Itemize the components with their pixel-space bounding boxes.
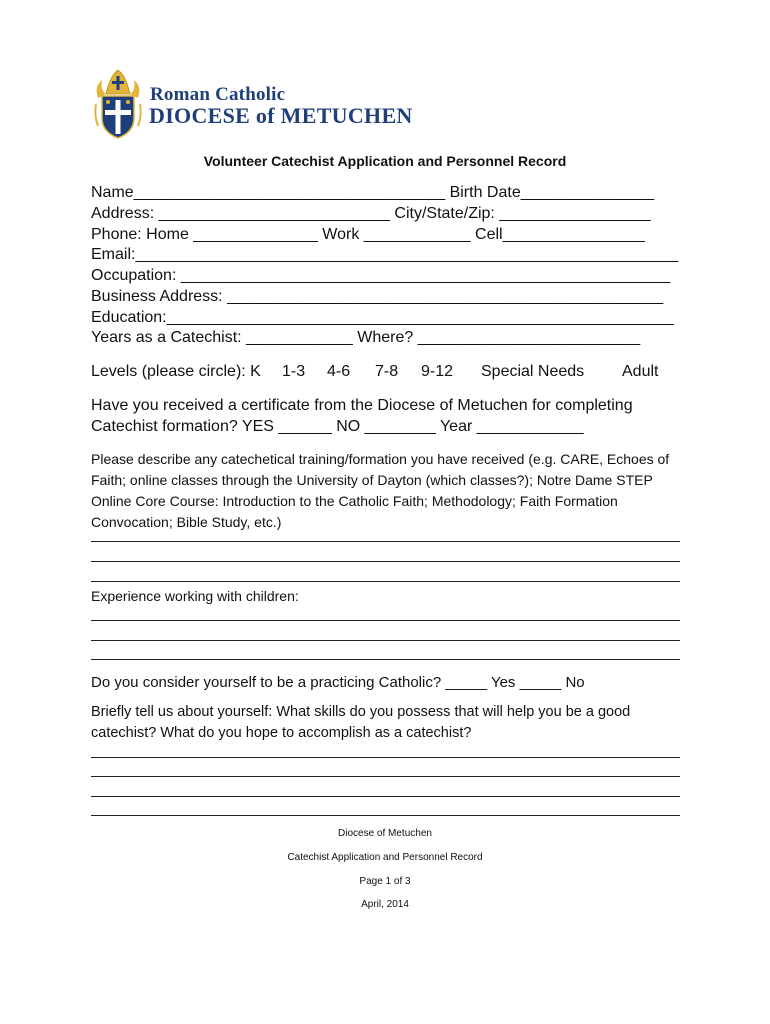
- email-field[interactable]: Email:_____________________________________________________________: [91, 246, 679, 263]
- about-answer-line[interactable]: [91, 796, 680, 797]
- footer-page-number: Page 1 of 3: [359, 876, 411, 887]
- years-catechist-field[interactable]: Years as a Catechist: ____________ Where? _________________________: [91, 329, 641, 346]
- name-birthdate-field[interactable]: Name___________________________________ Birth Date_______________: [91, 184, 655, 201]
- training-question: Please describe any catechetical training/formation you have received (e.g. CARE, Echoes of Faith; online classes through the University of Dayton (which classes?); Notre Dame STEP Online Core Course: Introduction to the Catholic Faith; Methodology; Faith Formation Convocation; Bible Study, etc.): [91, 451, 670, 530]
- phone-field[interactable]: Phone: Home ______________ Work ____________ Cell________________: [91, 226, 645, 243]
- about-answer-line[interactable]: [91, 757, 680, 758]
- about-answer-line[interactable]: [91, 815, 680, 816]
- business-address-field[interactable]: Business Address: _________________________________________________: [91, 288, 664, 305]
- footer-document-title: Catechist Application and Personnel Record: [287, 852, 483, 863]
- occupation-field[interactable]: Occupation: _______________________________________________________: [91, 267, 671, 284]
- experience-answer-line[interactable]: [91, 640, 680, 641]
- logo-diocese-name: DIOCESE of METUCHEN: [149, 103, 413, 128]
- about-answer-line[interactable]: [91, 776, 680, 777]
- practicing-catholic-question[interactable]: Do you consider yourself to be a practicing Catholic? _____ Yes _____ No: [91, 674, 585, 691]
- level-option-adult[interactable]: Adult: [622, 363, 659, 380]
- training-answer-line[interactable]: [91, 581, 680, 582]
- experience-answer-line[interactable]: [91, 620, 680, 621]
- training-answer-line[interactable]: [91, 561, 680, 562]
- education-field[interactable]: Education:_________________________________________________________: [91, 309, 674, 326]
- level-option-7-8[interactable]: 7-8: [375, 363, 399, 380]
- level-option-1-3[interactable]: 1-3: [282, 363, 306, 380]
- footer-date: April, 2014: [361, 899, 409, 910]
- logo-roman-catholic: Roman Catholic: [150, 84, 286, 105]
- about-yourself-question: Briefly tell us about yourself: What skills do you possess that will help you be a good catechist? What do you hope to accomplish as a catechist?: [91, 704, 631, 741]
- footer-diocese: Diocese of Metuchen: [338, 828, 432, 839]
- experience-label: Experience working with children:: [91, 588, 299, 604]
- experience-answer-line[interactable]: [91, 659, 680, 660]
- address-field[interactable]: Address: __________________________ City/State/Zip: _________________: [91, 205, 651, 222]
- level-option-9-12[interactable]: 9-12: [421, 363, 454, 380]
- training-answer-line[interactable]: [91, 541, 680, 542]
- levels-label: Levels (please circle): K: [91, 363, 261, 380]
- level-option-special-needs[interactable]: Special Needs: [481, 363, 585, 380]
- level-option-4-6[interactable]: 4-6: [327, 363, 351, 380]
- form-title: Volunteer Catechist Application and Personnel Record: [203, 153, 567, 169]
- diocese-crest-icon: [92, 68, 144, 140]
- certificate-answer-field[interactable]: Catechist formation? YES ______ NO ________ Year ____________: [91, 418, 584, 435]
- certificate-question: Have you received a certificate from the Diocese of Metuchen for completing: [91, 397, 633, 414]
